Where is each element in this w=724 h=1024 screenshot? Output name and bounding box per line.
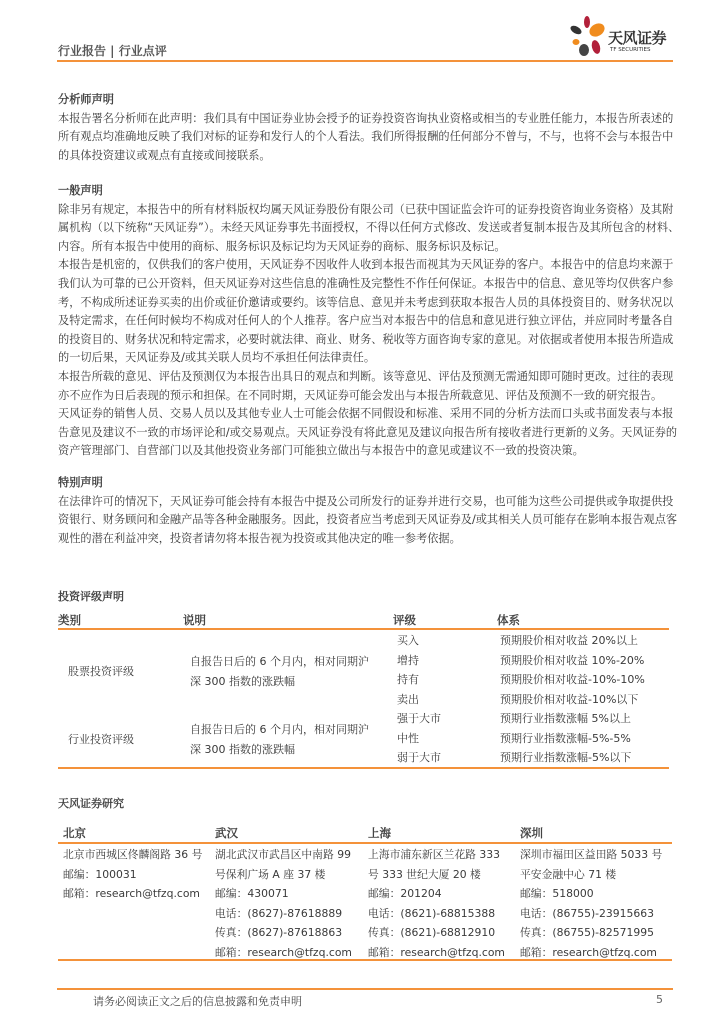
office-city: 上海 bbox=[368, 826, 391, 840]
office-detail: 号保利广场 A 座 37 楼 bbox=[215, 867, 326, 881]
rating-level: 买入 bbox=[397, 634, 419, 647]
rating-level: 强于大市 bbox=[397, 712, 441, 725]
office-city: 武汉 bbox=[215, 826, 238, 840]
office-city: 深圳 bbox=[520, 826, 543, 840]
rating-level: 增持 bbox=[397, 653, 419, 667]
footer-disclaimer: 请务必阅读正文之后的信息披露和免责申明 bbox=[93, 995, 302, 1008]
text-line: 的投资目的、财务状况和特定需求，必要时就法律、商业、财务、税收等方面咨询专家的意见。对依据或者使用本报告所造成 bbox=[58, 332, 674, 346]
text-line: 内容。所有本报告中使用的商标、服务标识及标记均为天风证券的商标、服务标识及标记。 bbox=[58, 239, 506, 253]
text-line: 本报告所载的意见、评估及预测仅为本报告出具日的观点和判断。该等意见、评估及预测无需通知即可随时更改。过往的表现 bbox=[58, 369, 674, 383]
office-detail: 传真：(8621)-68812910 bbox=[368, 926, 496, 939]
office-detail: 平安金融中心 71 楼 bbox=[520, 867, 617, 881]
text-line: 在法律许可的情况下，天风证券可能会持有本报告中提及公司所发行的证券并进行交易，也可能为这些公司提供或争取提供投 bbox=[58, 494, 674, 508]
office-detail: 湖北武汉市武昌区中南路 99 bbox=[215, 848, 351, 861]
rating-level: 持有 bbox=[397, 673, 419, 686]
office-detail: 邮箱：research@tfzq.com bbox=[215, 945, 352, 959]
office-detail: 北京市西城区佟麟阁路 36 号 bbox=[63, 848, 203, 861]
office-detail: 邮箱：research@tfzq.com bbox=[368, 945, 505, 959]
text-line: 及特定需求，在任何时候均不构成对任何人的个人推荐。客户应当对本报告中的信息和意见进行独立评估，并应同时考量各自 bbox=[58, 314, 674, 328]
text-line: 本报告是机密的，仅供我们的客户使用，天风证券不因收件人收到本报告而视其为天风证券的客户。本报告中的信息均来源于 bbox=[58, 258, 674, 272]
office-detail: 电话：(8621)-68815388 bbox=[368, 906, 496, 920]
text-line: 资银行、财务顾问和金融产品等各种金融服务。因此，投资者应当考虑到天风证券及/或其相关人员可能存在影响本报告观点客 bbox=[58, 513, 678, 527]
rating-criteria: 预期股价相对收益 20%以上 bbox=[500, 634, 638, 647]
text-line: 本报告署名分析师在此声明：我们具有中国证券业协会授予的证券投资咨询执业资格或相当的专业胜任能力，本报告所表述的 bbox=[58, 111, 674, 125]
rating-level: 卖出 bbox=[397, 692, 419, 706]
rating-category: 股票投资评级 bbox=[68, 665, 134, 678]
logo-petals-icon bbox=[566, 14, 610, 58]
office-detail: 传真：(86755)-82571995 bbox=[520, 926, 655, 939]
text-line: 考，不构成所述证券买卖的出价或征价邀请或要约。该等信息、意见并未考虑到获取本报告人员的具体投资目的、财务状况以 bbox=[58, 295, 674, 309]
table-divider bbox=[58, 842, 672, 844]
rating-criteria: 预期股价相对收益-10%-10% bbox=[500, 673, 645, 686]
text-line: 资产管理部门、自营部门以及其他投资业务部门可能独立做出与本报告中的意见或建议不一致的投资决策。 bbox=[58, 444, 584, 458]
rating-criteria: 预期行业指数涨幅-5%以下 bbox=[500, 751, 632, 764]
page-number: 5 bbox=[656, 993, 663, 1006]
general-statement bbox=[58, 182, 678, 461]
office-detail: 邮箱：research@tfzq.com bbox=[520, 945, 657, 959]
rating-criteria: 预期行业指数涨幅-5%-5% bbox=[500, 731, 631, 745]
office-detail: 电话：(86755)-23915663 bbox=[520, 906, 655, 920]
rating-description: 深 300 指数的涨跌幅 bbox=[190, 743, 295, 757]
rating-category: 行业投资评级 bbox=[68, 733, 134, 747]
text-line: 的具体投资建议或观点有直接或间接联系。 bbox=[58, 148, 271, 162]
special-statement bbox=[58, 474, 678, 548]
general-title: 一般声明 bbox=[58, 184, 103, 197]
office-detail: 邮编：518000 bbox=[520, 887, 594, 900]
text-line: 亦不应作为日后表现的预示和担保。在不同时期，天风证券可能会发出与本报告所载意见、评估及预测不一致的研究报告。 bbox=[58, 388, 663, 402]
rating-title: 投资评级声明 bbox=[58, 590, 124, 603]
col-header: 说明 bbox=[183, 613, 206, 627]
office-detail: 邮编：201204 bbox=[368, 887, 442, 900]
rating-level: 弱于大市 bbox=[397, 751, 441, 764]
special-title: 特别声明 bbox=[58, 476, 103, 489]
report-section-label: 行业报告 | 行业点评 bbox=[58, 44, 167, 58]
rating-criteria: 预期行业指数涨幅 5%以上 bbox=[500, 712, 631, 725]
rating-criteria: 预期股价相对收益 10%-20% bbox=[500, 653, 645, 667]
analyst-title: 分析师声明 bbox=[58, 93, 114, 106]
office-detail: 上海市浦东新区兰花路 333 bbox=[368, 848, 501, 861]
text-line: 的一切后果，天风证券及/或其关联人员均不承担任何法律责任。 bbox=[58, 351, 376, 365]
analyst-statement bbox=[58, 91, 678, 165]
text-line: 观性的潜在利益冲突，投资者请勿将本报告视为投资或其他决定的唯一参考依据。 bbox=[58, 531, 461, 545]
table-divider bbox=[58, 767, 669, 769]
col-header: 类别 bbox=[58, 613, 81, 627]
text-line: 我们认为可靠的已公开资料，但天风证券对这些信息的准确性及完整性不作任何保证。本报告中的信息、意见等均仅供客户参 bbox=[58, 276, 674, 290]
rating-criteria: 预期股价相对收益-10%以下 bbox=[500, 692, 639, 706]
text-line: 除非另有规定，本报告中的所有材料版权均属天风证券股份有限公司（已获中国证监会许可的证券投资咨询业务资格）及其附 bbox=[58, 202, 674, 216]
text-line: 属机构（以下统称“天风证券”）。未经天风证券事先书面授权，不得以任何方式修改、发送或者复制本报告及其所包含的材料、 bbox=[58, 221, 680, 235]
logo-name-cn: 天风证券 bbox=[608, 29, 667, 47]
office-city: 北京 bbox=[63, 826, 86, 840]
footer-divider bbox=[57, 988, 673, 990]
office-detail: 电话：(8627)-87618889 bbox=[215, 906, 343, 920]
text-line: 天风证券的销售人员、交易人员以及其他专业人士可能会依据不同假设和标准、采用不同的分析方法而口头或书面发表与本报 bbox=[58, 407, 674, 421]
text-line: 告意见及建议不一致的市场评论和/或交易观点。天风证券没有将此意见及建议向报告所有接收者进行更新的义务。天风证券的 bbox=[58, 425, 678, 439]
logo-name-en: TF SECURITIES bbox=[610, 47, 651, 53]
office-detail: 传真：(8627)-87618863 bbox=[215, 926, 343, 939]
text-line: 所有观点均准确地反映了我们对标的证券和发行人的个人看法。我们所得报酬的任何部分不曾与，不与，也将不会与本报告中 bbox=[58, 130, 674, 144]
col-header: 评级 bbox=[393, 613, 416, 627]
rating-level: 中性 bbox=[397, 731, 419, 745]
office-detail: 号 333 世纪大厦 20 楼 bbox=[368, 867, 481, 881]
office-detail: 邮箱：research@tfzq.com bbox=[63, 887, 200, 900]
header-divider bbox=[57, 60, 673, 62]
office-detail: 邮编：430071 bbox=[215, 887, 289, 900]
rating-description: 自报告日后的 6 个月内，相对同期沪 bbox=[190, 655, 369, 668]
office-detail: 深圳市福田区益田路 5033 号 bbox=[520, 848, 663, 861]
rating-description: 自报告日后的 6 个月内，相对同期沪 bbox=[190, 723, 369, 737]
table-divider bbox=[58, 628, 669, 630]
office-detail: 邮编：100031 bbox=[63, 867, 137, 881]
col-header: 体系 bbox=[497, 613, 520, 627]
research-title: 天风证券研究 bbox=[58, 797, 124, 810]
rating-description: 深 300 指数的涨跌幅 bbox=[190, 675, 295, 688]
